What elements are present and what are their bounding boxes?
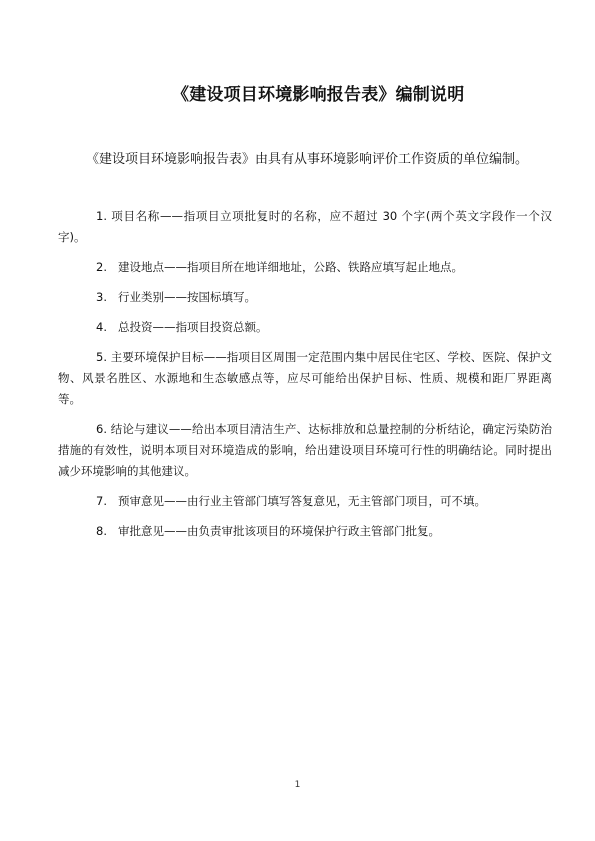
item-number: 7. (96, 494, 107, 508)
item-text: 行业类别——按国标填写。 (118, 290, 256, 304)
item-number: 5. (96, 350, 111, 364)
item-text: 审批意见——由负责审批该项目的环境保护行政主管部门批复。 (118, 524, 440, 538)
list-item (58, 419, 552, 482)
item-text: 结论与建议——给出本项目清洁生产、达标排放和总量控制的分析结论，确定污染防治措施的有效性，说明本项目对环境造成的影响，给出建设项目环境可行性的明确结论。同时提出减少环境影响的其他建议。 (58, 422, 552, 478)
item-text: 预审意见——由行业主管部门填写答复意见，无主管部门项目，可不填。 (118, 494, 486, 508)
list-item (58, 206, 552, 248)
item-text: 主要环境保护目标——指项目区周围一定范围内集中居民住宅区、学校、医院、保护文物、风景名胜区、水源地和生态敏感点等，应尽可能给出保护目标、性质、规模和距厂界距离等。 (58, 350, 552, 406)
item-number: 3. (96, 290, 107, 304)
list-item (72, 491, 552, 512)
list-item (72, 257, 552, 278)
list-item (72, 287, 552, 308)
item-number: 8. (96, 524, 107, 538)
item-number: 1. (96, 209, 112, 223)
page-number: 1 (294, 780, 301, 790)
instruction-list (58, 206, 552, 551)
item-number: 6. (96, 422, 111, 436)
intro-paragraph: 《建设项目环境影响报告表》由具有从事环境影响评价工作资质的单位编制。 (86, 152, 529, 167)
list-item (72, 521, 552, 542)
document-title: 《建设项目环境影响报告表》编制说明 (172, 85, 465, 105)
item-text: 建设地点——指项目所在地详细地址，公路、铁路应填写起止地点。 (118, 260, 463, 274)
item-number: 2. (96, 260, 107, 274)
item-text: 项目名称——指项目立项批复时的名称，应不超过 30 个字(两个英文字段作一个汉字)。 (58, 209, 552, 244)
list-item (72, 317, 552, 338)
item-text: 总投资——指项目投资总额。 (118, 320, 268, 334)
list-item (58, 347, 552, 410)
item-number: 4. (96, 320, 107, 334)
